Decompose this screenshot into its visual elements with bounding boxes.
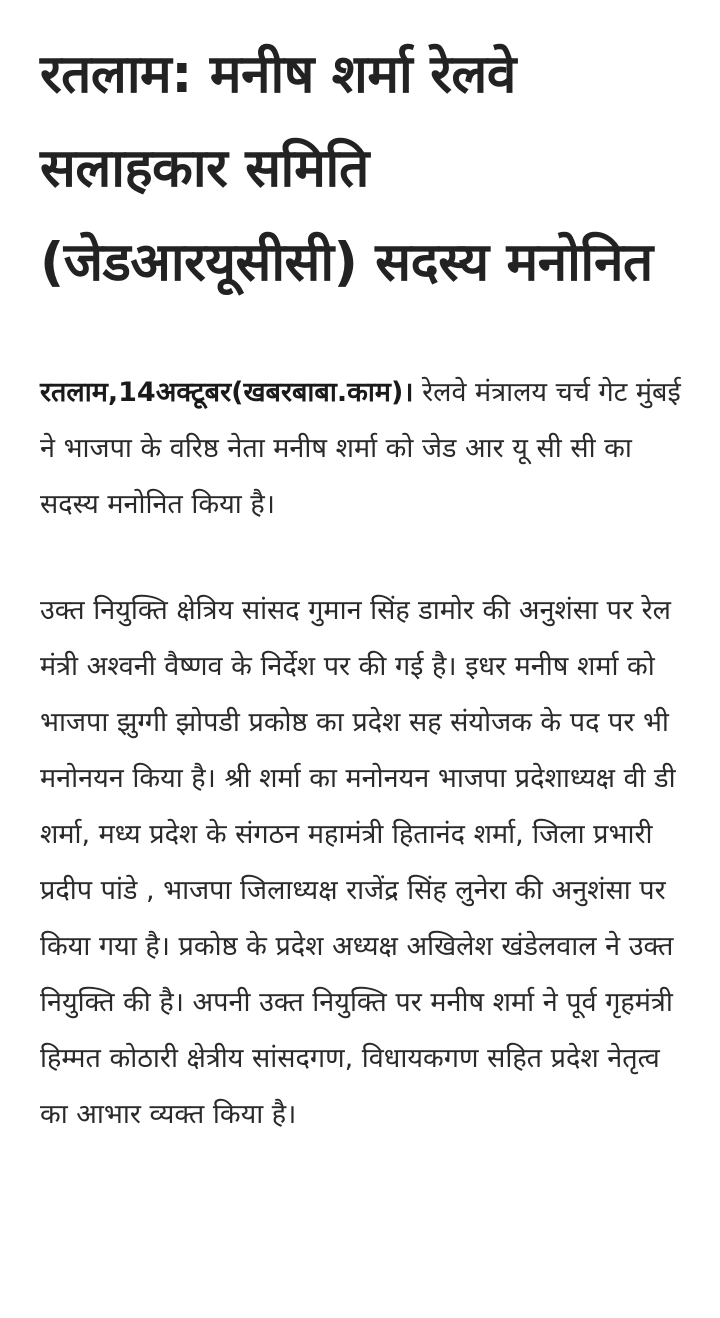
article-headline: रतलाम: मनीष शर्मा रेलवे सलाहकार समिति (जेडआरयूसीसी) सदस्य मनोनित xyxy=(40,44,653,293)
lead-paragraph xyxy=(40,365,685,533)
article xyxy=(40,28,685,1143)
body-paragraph: उक्त नियुक्ति क्षेत्रिय सांसद गुमान सिंह डामोर की अनुशंसा पर रेल मंत्री अश्वनी वैष्णव के निर्देश पर की गई है। इधर मनीष शर्मा को भाजपा झुग्गी झोपडी प्रकोष्ठ का प्रदेश सह संयोजक के पद पर भी मनोनयन किया है। श्री शर्मा का मनोनयन भाजपा प्रदेशाध्यक्ष वी डी शर्मा, मध्य प्रदेश के संगठन महामंत्री हितानंद शर्मा, जिला प्रभारी प्रदीप पांडे , भाजपा जिलाध्यक्ष राजेंद्र सिंह लुनेरा की अनुशंसा पर किया गया है। प्रकोष्ठ के प्रदेश अध्यक्ष अखिलेश खंडेलवाल ने उक्त नियुक्ति की है। अपनी उक्त नियुक्ति पर मनीष शर्मा ने पूर्व गृहमंत्री हिम्मत कोठारी क्षेत्रीय सांसदगण, विधायकगण सहित प्रदेश नेतृत्व का आभार व्यक्त किया है। xyxy=(40,595,676,1130)
lead-text: रेलवे मंत्रालय चर्च गेट मुंबई ने भाजपा के वरिष्ठ नेता मनीष शर्मा को जेड आर यू सी सी का सदस्य मनोनित किया है। xyxy=(40,377,681,520)
dateline: रतलाम,14अक्टूबर(खबरबाबा.काम)। xyxy=(40,377,414,408)
